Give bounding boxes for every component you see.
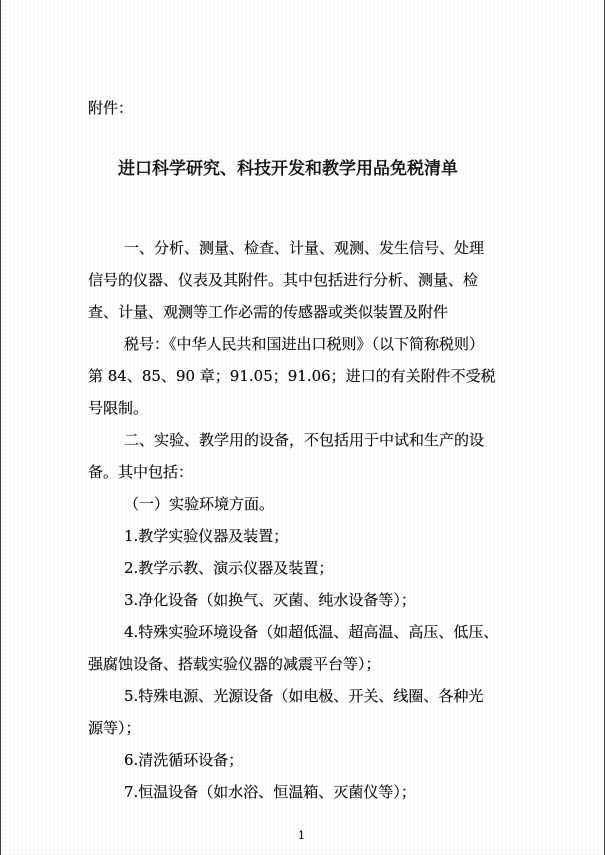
paragraph-line: 备。其中包括： <box>88 463 194 481</box>
paragraph-line: 号限制。 <box>88 399 149 417</box>
paragraph-line: 二、实验、教学用的设备，不包括用于中试和生产的设 <box>124 431 485 449</box>
list-item: 6.清洗循环设备； <box>124 751 244 769</box>
page-left-edge <box>0 0 1 855</box>
paragraph-line: 一、分析、测量、检查、计量、观测、发生信号、处理 <box>124 239 485 257</box>
attachment-label: 附件： <box>88 99 134 117</box>
paragraph-line: 信号的仪器、仪表及其附件。其中包括进行分析、测量、检 <box>88 271 479 289</box>
document-title: 进口科学研究、科技开发和教学用品免税清单 <box>118 159 458 179</box>
paragraph-line: 查、计量、观测等工作必需的传感器或类似装置及附件 <box>88 303 449 321</box>
list-item: 1.教学实验仪器及装置； <box>124 527 289 545</box>
paragraph-line: 税号：《中华人民共和国进出口税则》（以下简称税则） <box>124 335 485 353</box>
page-number: 1 <box>298 829 305 842</box>
list-item-continuation: 源等）； <box>88 719 141 737</box>
list-item: 5.特殊电源、光源设备（如电极、开关、线圈、各种光 <box>124 687 484 705</box>
list-item: 3.净化设备（如换气、灭菌、纯水设备等）； <box>124 591 416 609</box>
list-item: 7.恒温设备（如水浴、恒温箱、灭菌仪等）； <box>124 783 416 801</box>
list-item: 4.特殊实验环境设备（如超低温、超高温、高压、低压、 <box>124 623 499 641</box>
paragraph-line: 第 84、85、90 章；91.05；91.06；进口的有关附件不受税 <box>88 367 496 385</box>
list-item-continuation: 强腐蚀设备、搭载实验仪器的减震平台等）； <box>88 655 381 673</box>
list-item: 2.教学示教、演示仪器及装置； <box>124 559 334 577</box>
paragraph-line: （一）实验环境方面。 <box>124 495 275 513</box>
